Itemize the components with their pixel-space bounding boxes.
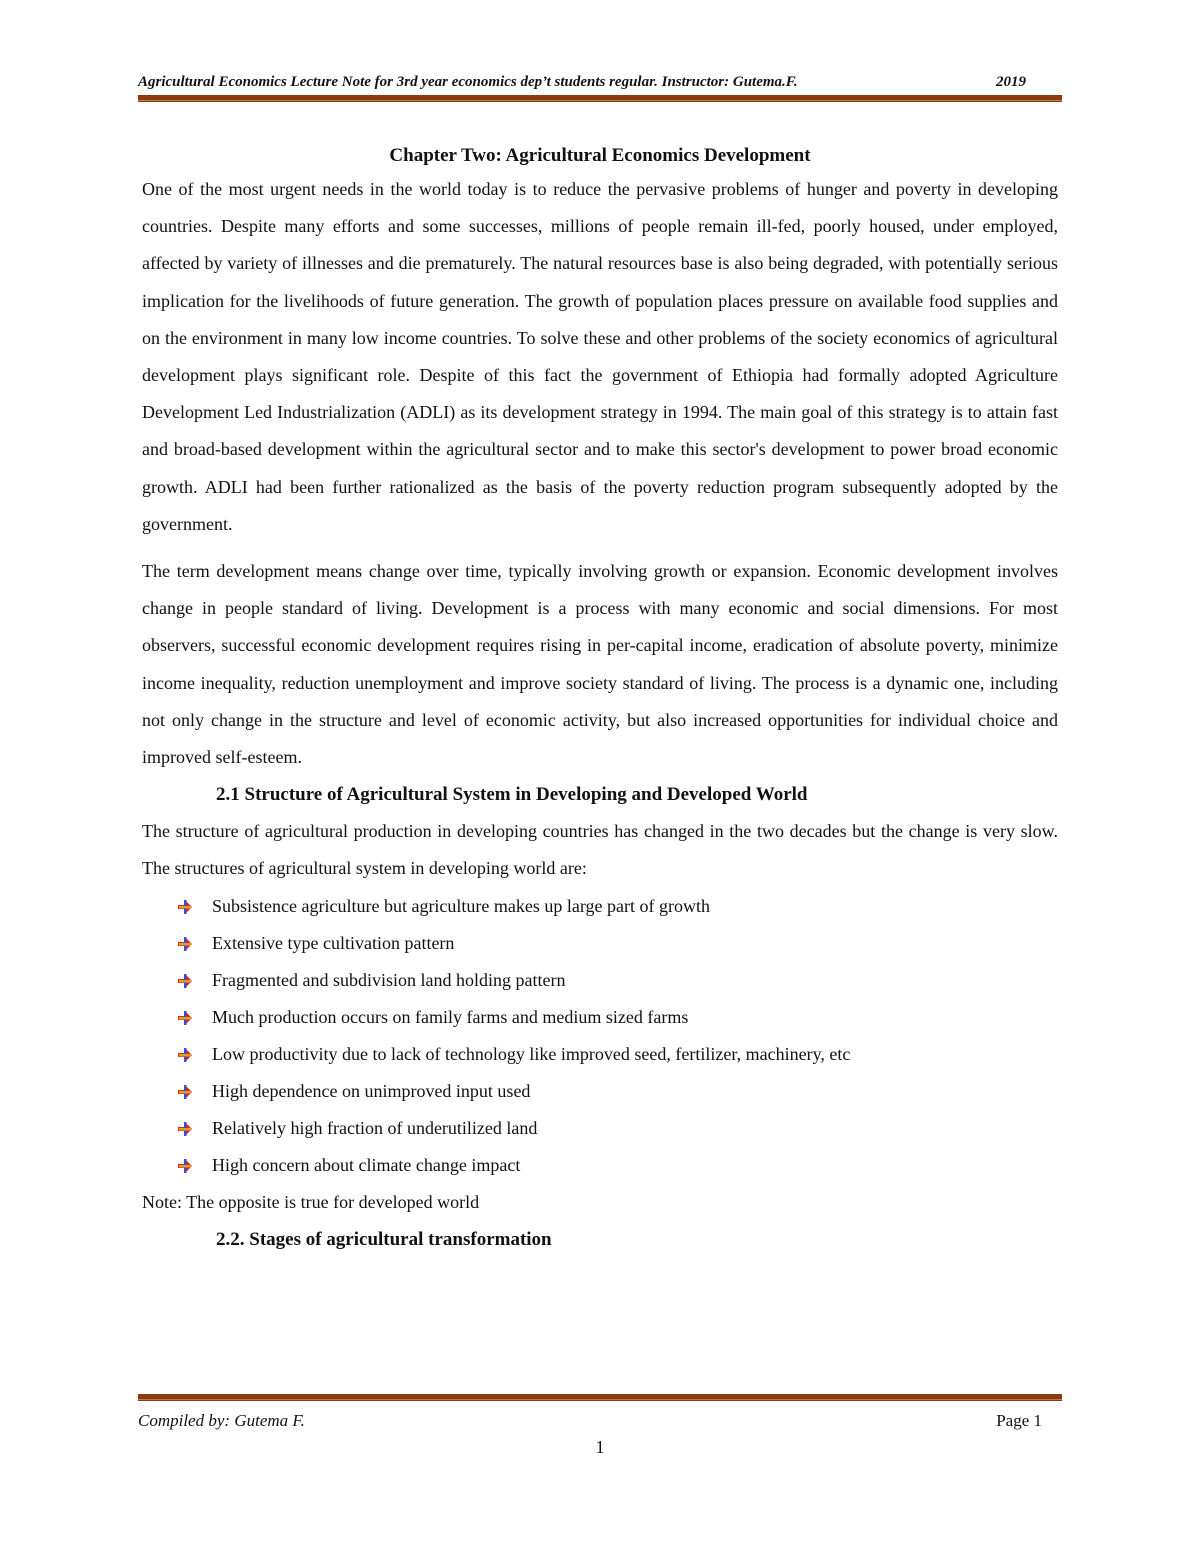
page-footer xyxy=(138,1410,1062,1434)
note-text: Note: The opposite is true for developed world xyxy=(142,1191,480,1212)
bullet-text: Subsistence agriculture but agriculture makes up large part of growth xyxy=(212,895,711,916)
list-item xyxy=(142,1147,1058,1184)
bullet-text: Relatively high fraction of underutilized land xyxy=(212,1117,538,1138)
arrow-plus-bullet-icon xyxy=(175,1045,195,1065)
arrow-plus-bullet-icon xyxy=(175,971,195,991)
list-item xyxy=(142,888,1058,925)
page-content xyxy=(142,140,1058,1258)
bullet-text: Much production occurs on family farms and medium sized farms xyxy=(212,1006,689,1027)
paragraph-intro: One of the most urgent needs in the world today is to reduce the pervasive problems of hunger and poverty in developing countries. Despite many efforts and some successes, millions of people remain ill-fed, poorly housed, under employed, affected by variety of illnesses and die prematurely. The natural resources base is also being degraded, with potentially serious implication for the livelihoods of future generation. The growth of population places pressure on available food supplies and on the environment in many low income countries. To solve these and other problems of the society economics of agricultural development plays significant role. Despite of this fact the government of Ethiopia had formally adopted Agriculture Development Led Industrialization (ADLI) as its development strategy in 1994. The main goal of this strategy is to attain fast and broad-based development within the agricultural sector and to make this sector's development to power broad economic growth. ADLI had been further rationalized as the basis of the poverty reduction program subsequently adopted by the government. xyxy=(142,179,1058,534)
header-rule xyxy=(138,95,1062,102)
bullet-text: High concern about climate change impact xyxy=(212,1154,521,1175)
section-heading-2-2: 2.2. Stages of agricultural transformation xyxy=(216,1228,552,1250)
section-heading-2-1: 2.1 Structure of Agricultural System in Developing and Developed World xyxy=(216,784,808,806)
header-title: Agricultural Economics Lecture Note for 3rd year economics dep’t students regular. Instructor: Gutema.F. xyxy=(138,74,798,90)
paragraph-development: The term development means change over time, typically involving growth or expansion. Economic development involves change in people standard of living. Development is a process with many economic and social dimensions. For most observers, successful economic development requires rising in per-capital income, eradication of absolute poverty, minimize income inequality, reduction unemployment and improve society standard of living. The process is a dynamic one, including not only change in the structure and level of economic activity, but also increased opportunities for individual choice and improved self-esteem. xyxy=(142,561,1058,768)
bullet-text: Low productivity due to lack of technology like improved seed, fertilizer, machinery, etc xyxy=(212,1043,851,1064)
arrow-plus-bullet-icon xyxy=(175,1008,195,1028)
bullet-text: Fragmented and subdivision land holding pattern xyxy=(212,969,566,990)
arrow-plus-bullet-icon xyxy=(175,1156,195,1176)
list-item xyxy=(142,1036,1058,1073)
bullet-text: High dependence on unimproved input used xyxy=(212,1080,531,1101)
page-number: 1 xyxy=(595,1437,605,1457)
arrow-plus-bullet-icon xyxy=(175,934,195,954)
arrow-plus-bullet-icon xyxy=(175,1082,195,1102)
list-item xyxy=(142,962,1058,999)
bullet-text: Extensive type cultivation pattern xyxy=(212,932,455,953)
list-item xyxy=(142,925,1058,962)
header-year: 2019 xyxy=(996,74,1026,90)
paragraph-structure: The structure of agricultural production in developing countries has changed in the two decades but the change is very slow. The structures of agricultural system in developing world are: xyxy=(142,821,1058,879)
list-item xyxy=(142,999,1058,1036)
structure-bullet-list xyxy=(142,888,1058,1184)
list-item xyxy=(142,1073,1058,1110)
footer-rule xyxy=(138,1394,1062,1401)
arrow-plus-bullet-icon xyxy=(175,897,195,917)
page-header xyxy=(138,72,1062,96)
chapter-title: Chapter Two: Agricultural Economics Development xyxy=(389,145,811,166)
list-item xyxy=(142,1110,1058,1147)
arrow-plus-bullet-icon xyxy=(175,1119,195,1139)
footer-page-label: Page 1 xyxy=(996,1411,1042,1430)
footer-compiled-by: Compiled by: Gutema F. xyxy=(138,1411,305,1430)
